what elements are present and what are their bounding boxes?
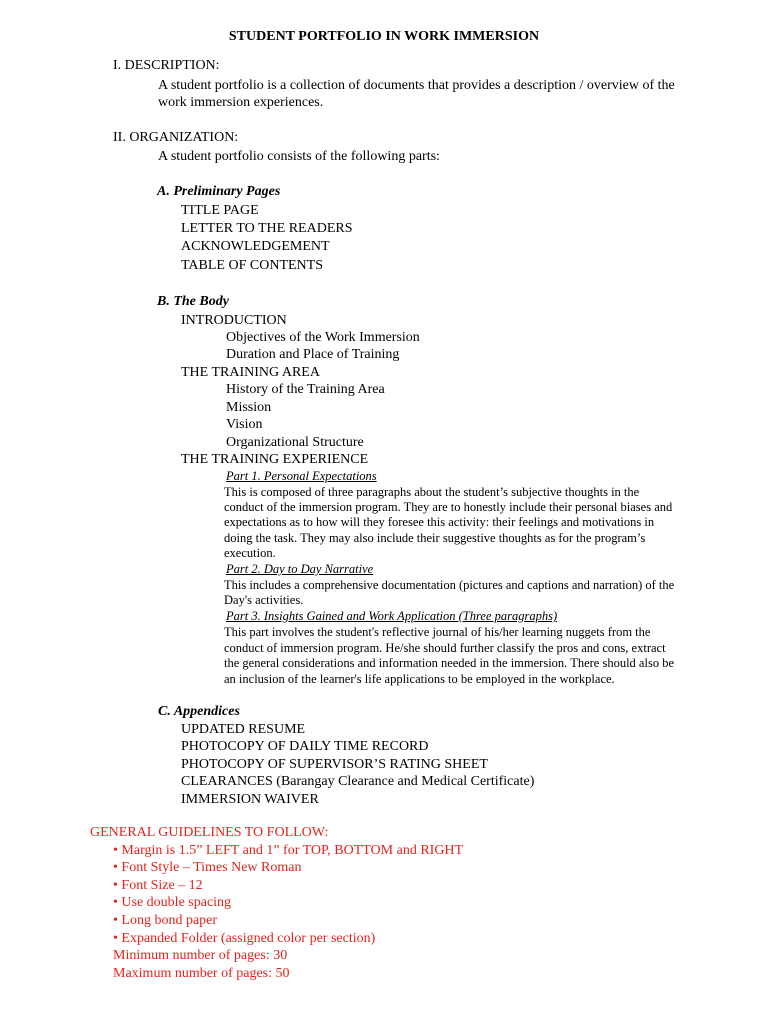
- body-introduction: INTRODUCTION: [181, 313, 287, 328]
- part1-line: conduct of the immersion program. They are to honestly include their personal biases and: [224, 500, 673, 514]
- appendices-item: IMMERSION WAIVER: [181, 792, 319, 807]
- description-line-2: work immersion experiences.: [158, 95, 324, 110]
- appendices-item: PHOTOCOPY OF DAILY TIME RECORD: [181, 739, 429, 754]
- part1-title: Part 1. Personal Expectations: [226, 469, 377, 483]
- appendices-item: CLEARANCES (Barangay Clearance and Medical Certificate): [181, 774, 535, 789]
- preliminary-item: LETTER TO THE READERS: [181, 221, 353, 236]
- guideline-bullet: • Font Size – 12: [113, 878, 203, 893]
- part2-line: This includes a comprehensive documentation (pictures and captions and narration) of the: [224, 578, 675, 592]
- guideline-bullet: • Long bond paper: [113, 913, 218, 928]
- body-intro-item: Duration and Place of Training: [226, 347, 400, 362]
- body-area-item: Mission: [226, 400, 272, 415]
- part3-line: an inclusion of the learner's life applications to be employed in the workplace.: [224, 672, 615, 686]
- part3-line: This part involves the student's reflective journal of his/her learning nuggets from the: [224, 625, 651, 639]
- body-area-item: History of the Training Area: [226, 382, 385, 397]
- part1-line: doing the task. They may also include their suggestive thoughts as for the program’s: [224, 531, 646, 545]
- min-pages: Minimum number of pages: 30: [113, 948, 288, 963]
- appendices-item: PHOTOCOPY OF SUPERVISOR’S RATING SHEET: [181, 757, 488, 772]
- part2-title: Part 2. Day to Day Narrative: [226, 562, 374, 576]
- body-intro-item: Objectives of the Work Immersion: [226, 330, 420, 345]
- preliminary-item: TABLE OF CONTENTS: [181, 258, 323, 273]
- body-training-area: THE TRAINING AREA: [181, 365, 320, 380]
- description-line-1: A student portfolio is a collection of documents that provides a description / overview of the: [158, 78, 675, 93]
- body-area-item: Vision: [226, 417, 263, 432]
- preliminary-item: ACKNOWLEDGEMENT: [181, 239, 330, 254]
- organization-intro: A student portfolio consists of the following parts:: [158, 149, 440, 164]
- appendices-heading: C. Appendices: [158, 704, 240, 719]
- organization-heading: II. ORGANIZATION:: [113, 130, 239, 145]
- guideline-bullet: • Font Style – Times New Roman: [113, 860, 302, 875]
- part2-line: Day's activities.: [224, 593, 304, 607]
- guideline-bullet: • Expanded Folder (assigned color per section): [113, 931, 376, 946]
- description-heading: I. DESCRIPTION:: [113, 58, 220, 73]
- appendices-item: UPDATED RESUME: [181, 722, 306, 737]
- part3-line: the general considerations and information needed in the immersion. There should also be: [224, 656, 674, 670]
- guideline-bullet: • Use double spacing: [113, 895, 232, 910]
- part1-line: execution.: [224, 546, 276, 560]
- body-area-item: Organizational Structure: [226, 435, 364, 450]
- body-heading: B. The Body: [157, 294, 229, 309]
- guideline-bullet: • Margin is 1.5” LEFT and 1” for TOP, BOTTOM and RIGHT: [113, 843, 464, 858]
- part3-title: Part 3. Insights Gained and Work Application (Three paragraphs): [226, 609, 558, 623]
- page-title: STUDENT PORTFOLIO IN WORK IMMERSION: [228, 29, 540, 44]
- body-training-experience: THE TRAINING EXPERIENCE: [181, 452, 369, 467]
- max-pages: Maximum number of pages: 50: [113, 966, 290, 981]
- part3-line: conduct of immersion program. He/she should further classify the pros and cons, extract: [224, 641, 666, 655]
- part1-line: expectations as to how will they foresee this activity: their feelings and motivations in: [224, 515, 655, 529]
- part1-line: This is composed of three paragraphs about the student’s subjective thoughts in the: [224, 485, 640, 499]
- guidelines-heading: GENERAL GUIDELINES TO FOLLOW:: [90, 825, 329, 840]
- preliminary-item: TITLE PAGE: [181, 203, 259, 218]
- preliminary-heading: A. Preliminary Pages: [157, 184, 281, 199]
